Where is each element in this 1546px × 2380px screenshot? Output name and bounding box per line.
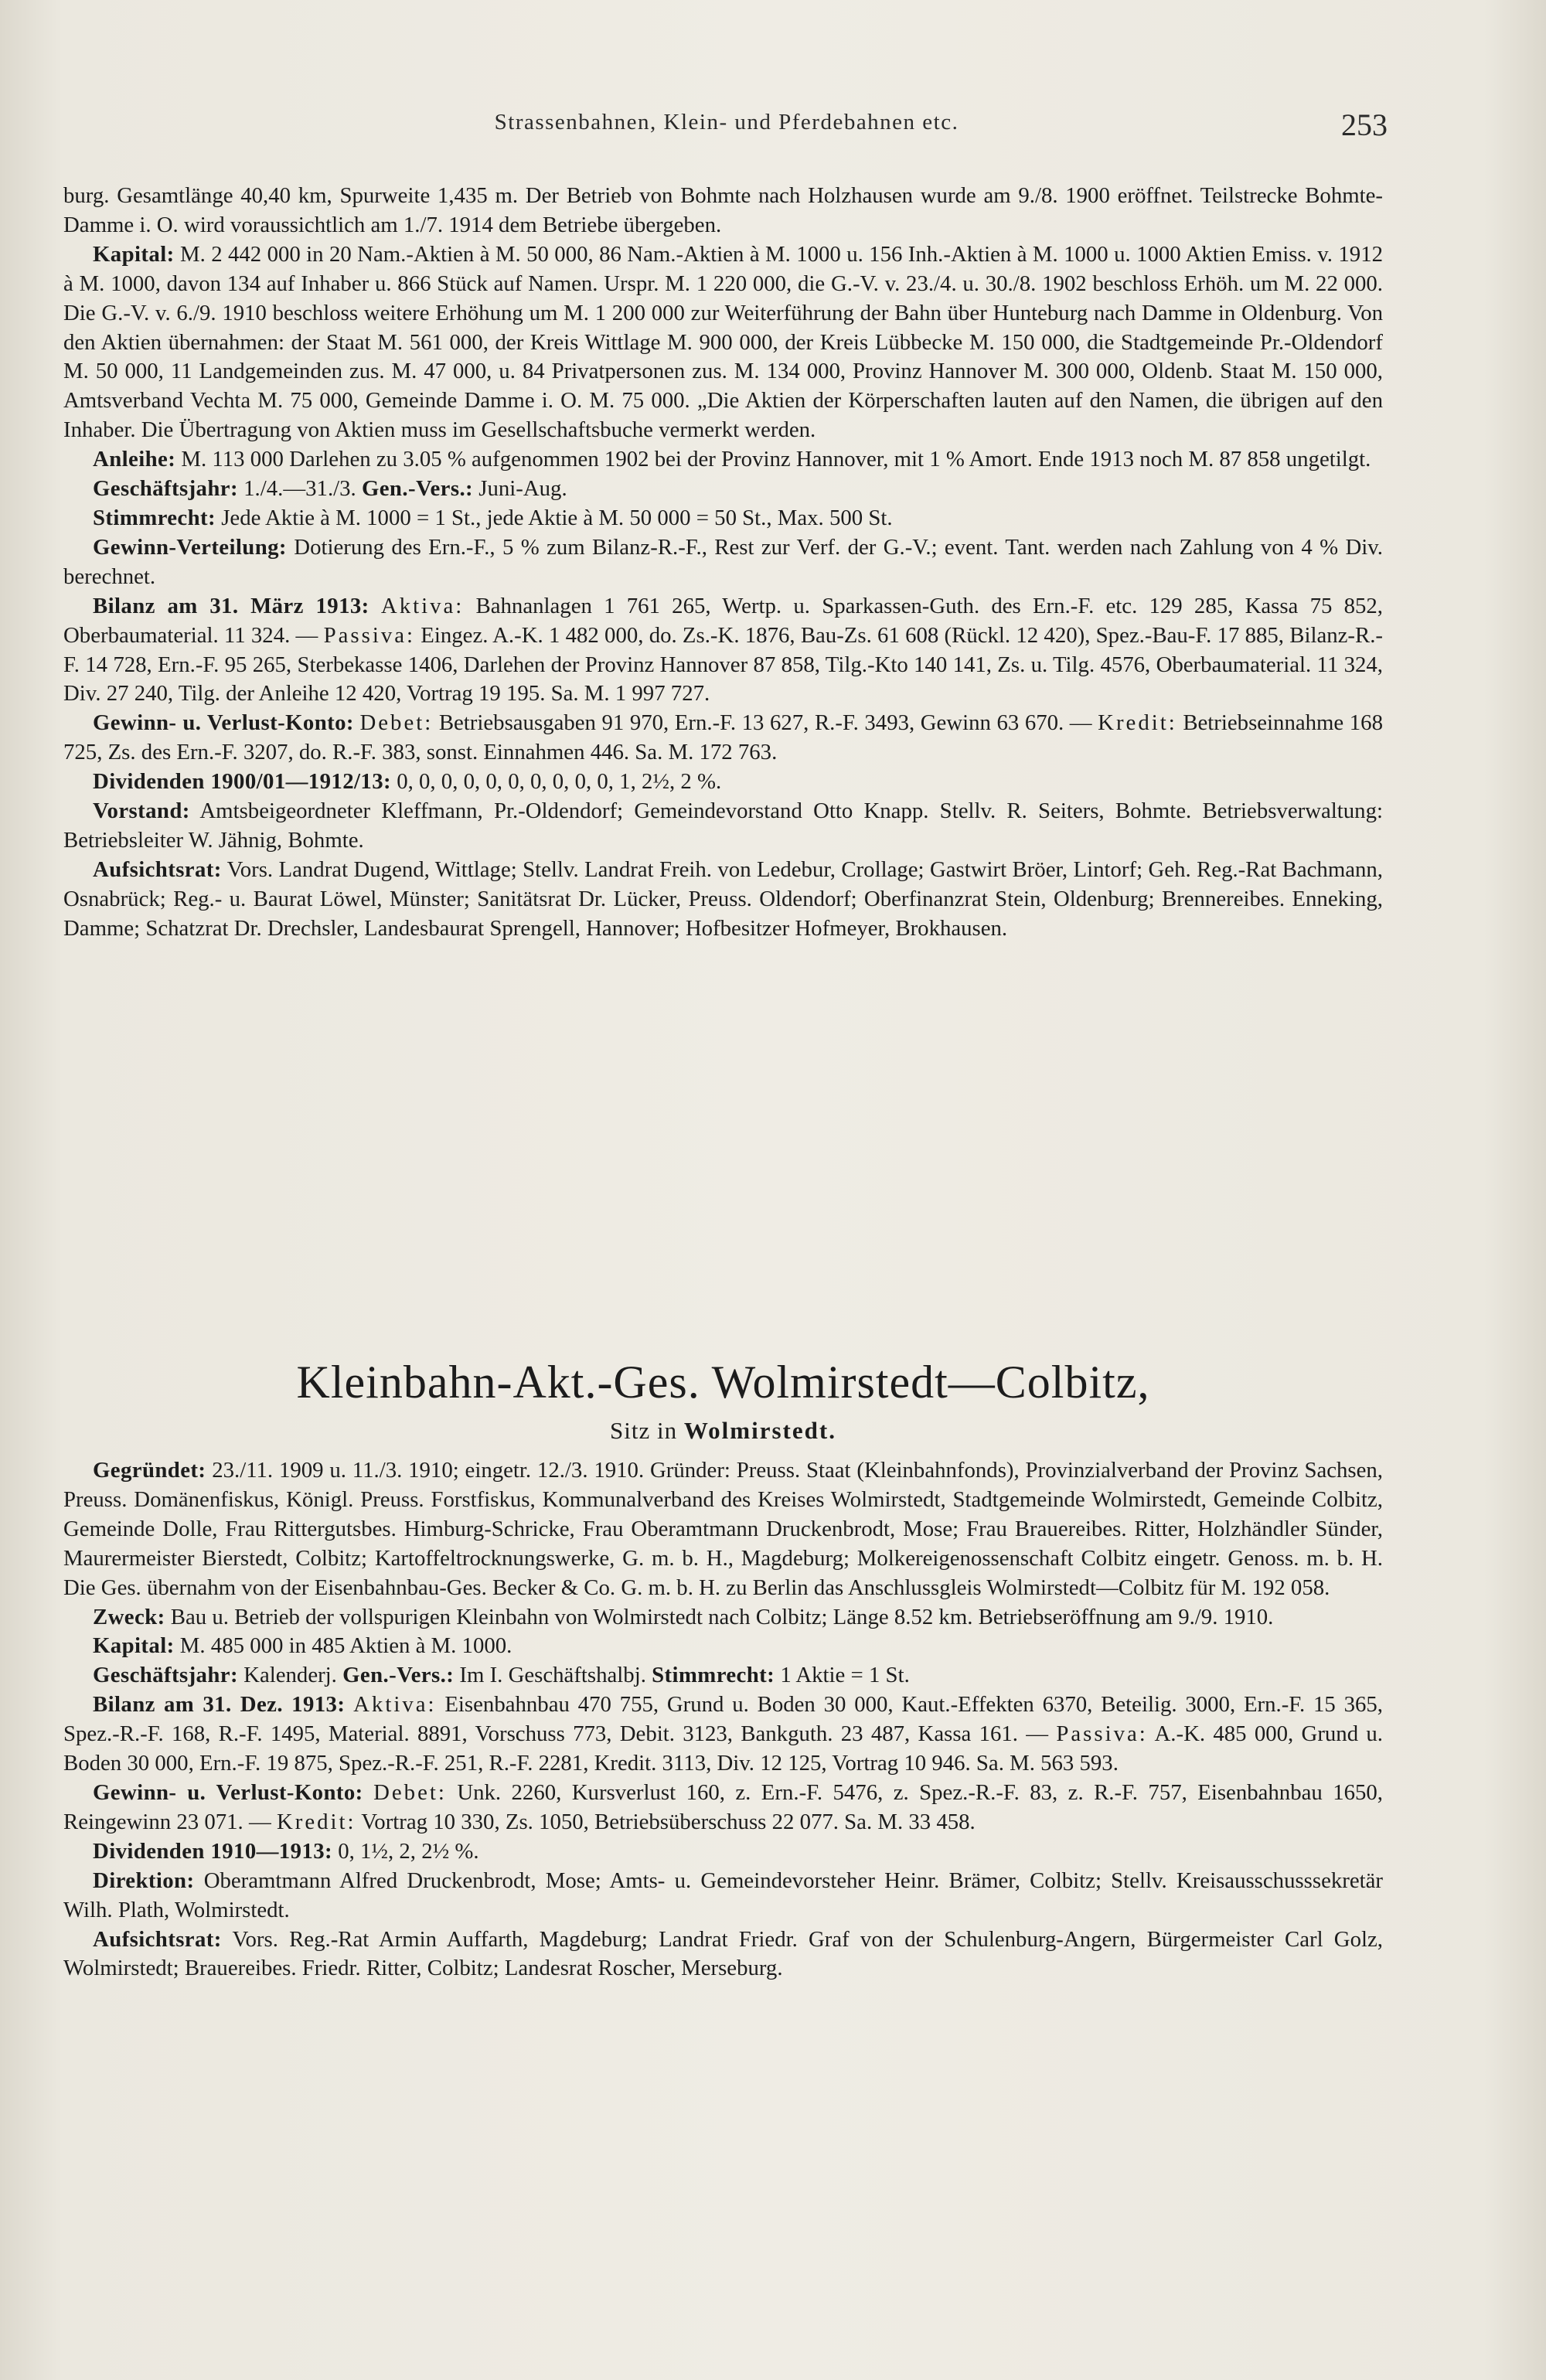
guv-paragraph-2 (63, 1779, 1383, 1837)
stimmrecht-paragraph (63, 504, 1383, 533)
bilanz-passiva-label: Passiva: (323, 622, 416, 648)
zweck-text: Bau u. Betrieb der vollspurigen Kleinbahn von Wolmirstedt nach Colbitz; Länge 8.52 km. Betriebseröffnung am 9./9. 1910. (170, 1604, 1274, 1629)
aufsichtsrat-label: Aufsichtsrat: (93, 856, 222, 882)
bilanz-aktiva-label-2: Aktiva: (353, 1692, 437, 1718)
guv-label: Gewinn- u. Verlust-Konto: (93, 710, 354, 736)
gewinn-verteilung-text: Dotierung des Ern.-F., 5 % zum Bilanz-R.-F., Rest zur Verf. der G.-V.; event. Tant. werden nach Zahlung von 4 % Div. berechnet. (63, 534, 1383, 589)
bilanz-paragraph-2 (63, 1691, 1383, 1779)
guv-kredit-text-2: Vortrag 10 330, Zs. 1050, Betriebsüberschuss 22 077. Sa. M. 33 458. (361, 1809, 976, 1834)
dividenden-paragraph (63, 768, 1383, 797)
gv-label: Gen.-Vers.: (361, 476, 474, 502)
company-heading: Kleinbahn-Akt.-Ges. Wolmirstedt—Colbitz, (296, 1357, 1150, 1408)
vorstand-text: Amtsbeigeordneter Kleffmann, Pr.-Oldendorf; Gemeindevorstand Otto Knapp. Stellv. R. Seiters, Bohmte. Betriebsverwaltung: Betriebsleiter W. Jähnig, Bohmte. (63, 798, 1383, 853)
intro-paragraph (63, 182, 1383, 240)
geschaeftsjahr-label: Geschäftsjahr: (93, 476, 238, 502)
gv-text: Juni-Aug. (478, 476, 567, 502)
guv-debet-label-2: Debet: (373, 1779, 447, 1805)
guv-debet-label: Debet: (359, 710, 434, 736)
gv-label-2: Gen.-Vers.: (342, 1663, 455, 1688)
seat-prefix: Sitz in (610, 1417, 678, 1444)
aufsichtsrat-text: Vors. Landrat Dugend, Wittlage; Stellv. Landrat Freih. von Ledebur, Crollage; Gastwirt Bröer, Lintorf; Geh. Reg.-Rat Bachmann, Osnabrück; Reg.- u. Baurat Löwel, Münster; Sanitätsrat Dr. Lücker, Preuss. Oldendorf; Oberfinanzrat Stein, Oldenburg; Brennereibes. Enneking, Damme; Schatzrat Dr. Drechsler, Landesbaurat Sprengell, Hannover; Hofbesitzer Hofmeyer, Brokhausen. (63, 856, 1383, 941)
gewinn-verteilung-label: Gewinn-Verteilung: (93, 534, 287, 560)
guv-kredit-label-2: Kredit: (276, 1809, 356, 1834)
geschaeftsjahr-paragraph-2 (63, 1661, 1383, 1691)
anleihe-label: Anleihe: (93, 447, 176, 472)
stimmrecht-label-2: Stimmrecht: (652, 1663, 775, 1688)
vorstand-paragraph (63, 797, 1383, 856)
guv-label-2: Gewinn- u. Verlust-Konto: (93, 1779, 363, 1805)
kapital-text: M. 2 442 000 in 20 Nam.-Aktien à M. 50 000, 86 Nam.-Aktien à M. 1000 u. 156 Inh.-Aktien à M. 1000 u. 1000 Aktien Emiss. v. 1912 à M. 1000, davon 134 auf Inhaber u. 866 Stück auf Namen. Urspr. M. 1 220 000, die G.-V. v. 23./4. u. 30./8. 1902 beschloss Erhöh. um M. 22 000. Die G.-V. v. 6./9. 1910 beschloss weitere Erhöhung um M. 1 200 000 zur Weiterführung der Bahn über Hunteburg nach Damme in Oldenburg. Von den Aktien übernahmen: der Staat M. 561 000, der Kreis Wittlage M. 900 000, der Kreis Lübbecke M. 150 000, die Stadtgemeinde Pr.-Oldendorf M. 50 000, 11 Landgemeinden zus. M. 47 000, u. 84 Privatpersonen zus. M. 134 000, Provinz Hannover M. 300 000, Oldenb. Staat M. 150 000, Amtsverband Vechta M. 75 000, Gemeinde Damme i. O. M. 75 000. „Die Aktien der Körperschaften lauten auf den Namen, die übrigen auf den Inhaber. Die Übertragung von Aktien muss im Gesellschaftsbuche vermerkt werden. (63, 241, 1383, 443)
dividenden-label-2: Dividenden 1910—1913: (93, 1838, 332, 1864)
aufsichtsrat-paragraph-2 (63, 1925, 1383, 1984)
stimmrecht-text-2: 1 Aktie = 1 St. (780, 1663, 910, 1688)
geschaeftsjahr-label-2: Geschäftsjahr: (93, 1663, 238, 1688)
aufsichtsrat-text-2: Vors. Reg.-Rat Armin Auffarth, Magdeburg; Landrat Friedr. Graf von der Schulenburg-Angern, Bürgermeister Carl Golz, Wolmirstedt; Brauereibes. Friedr. Ritter, Colbitz; Landesrat Roscher, Merseburg. (63, 1926, 1383, 1981)
bilanz-aktiva-text-2: Eisenbahnbau 470 755, Grund u. Boden 30 000, Kaut.-Effekten 6370, Beteilig. 3000, Ern.-F. 15 365, Spez.-R.-F. 168, R.-F. 1495, Material. 8891, Vorschuss 773, Debit. 3123, Bankguth. 23 487, Kassa 161. — (63, 1692, 1384, 1747)
gegruendet-label: Gegründet: (93, 1458, 206, 1483)
kapital-label: Kapital: (93, 241, 175, 267)
zweck-label: Zweck: (93, 1604, 165, 1629)
dividenden-text: 0, 0, 0, 0, 0, 0, 0, 0, 0, 0, 1, 2½, 2 %. (397, 769, 722, 795)
bilanz-passiva-label-2: Passiva: (1056, 1721, 1148, 1747)
stimmrecht-label: Stimmrecht: (93, 505, 216, 530)
direktion-label: Direktion: (93, 1868, 195, 1893)
page-number: 253 (1341, 107, 1388, 142)
anleihe-paragraph (63, 445, 1383, 475)
guv-kredit-label: Kredit: (1098, 710, 1177, 736)
section-bohmte (63, 182, 1383, 944)
kapital-paragraph (63, 240, 1383, 445)
kapital-label-2: Kapital: (93, 1633, 175, 1659)
bilanz-label: Bilanz am 31. März 1913: (93, 593, 369, 618)
dividenden-label: Dividenden 1900/01—1912/13: (93, 769, 391, 795)
section-wolmirstedt (63, 1456, 1383, 1983)
geschaeftsjahr-text-2: Kalenderj. (243, 1663, 337, 1688)
gv-text-2: Im I. Geschäftshalbj. (459, 1663, 646, 1688)
direktion-paragraph (63, 1867, 1383, 1925)
page-header (66, 107, 1388, 148)
kapital-text-2: M. 485 000 in 485 Aktien à M. 1000. (179, 1633, 512, 1659)
bilanz-paragraph (63, 592, 1383, 710)
bilanz-label-2: Bilanz am 31. Dez. 1913: (93, 1692, 346, 1718)
guv-debet-text: Betriebsausgaben 91 970, Ern.-F. 13 627, R.-F. 3493, Gewinn 63 670. — (438, 710, 1092, 736)
dividenden-paragraph-2 (63, 1837, 1383, 1867)
aufsichtsrat-paragraph (63, 856, 1383, 944)
bilanz-passiva-text-2: A.-K. 485 000, Grund u. Boden 30 000, Ern.-F. 19 875, Spez.-R.-F. 251, R.-F. 2281, Kredit. 3113, Div. 12 125, Vortrag 10 946. Sa. M. 563 593. (63, 1721, 1383, 1776)
gewinn-verteilung-paragraph (63, 533, 1383, 592)
dividenden-text-2: 0, 1½, 2, 2½ %. (338, 1838, 479, 1864)
kapital-paragraph-2 (63, 1632, 1383, 1661)
zweck-paragraph (63, 1603, 1383, 1633)
guv-debet-text-2: Unk. 2260, Kursverlust 160, z. Ern.-F. 5476, z. Spez.-R.-F. 83, z. R.-F. 757, Eisenbahnbau 1650, Reingewinn 23 071. — (63, 1779, 1384, 1834)
bilanz-aktiva-text: Bahnanlagen 1 761 265, Wertp. u. Sparkassen-Guth. des Ern.-F. etc. 129 285, Kassa 75 852, Oberbaumaterial. 11 324. — (63, 593, 1384, 648)
aufsichtsrat-label-2: Aufsichtsrat: (93, 1926, 222, 1952)
anleihe-text: M. 113 000 Darlehen zu 3.05 % aufgenommen 1902 bei der Provinz Hannover, mit 1 % Amort. Ende 1913 noch M. 87 858 ungetilgt. (181, 447, 1371, 472)
geschaeftsjahr-paragraph (63, 475, 1383, 504)
bilanz-passiva-text: Eingez. A.-K. 1 482 000, do. Zs.-K. 1876, Bau-Zs. 61 608 (Rückl. 12 420), Spez.-Bau-F. 17 885, Bilanz-R.-F. 14 728, Ern.-F. 95 265, Sterbekasse 1406, Darlehen der Provinz Hannover 87 858, Tilg.-Kto 140 141, Zs. u. Tilg. 4576, Oberbaumaterial. 11 324, Div. 27 240, Tilg. der Anleihe 12 420, Vortrag 19 195. Sa. M. 1 997 727. (63, 622, 1384, 707)
guv-kredit-text: Betriebseinnahme 168 725, Zs. des Ern.-F. 3207, do. R.-F. 383, sonst. Einnahmen 446. Sa. M. 172 763. (63, 710, 1383, 765)
stimmrecht-text: Jede Aktie à M. 1000 = 1 St., jede Aktie à M. 50 000 = 50 St., Max. 500 St. (221, 505, 893, 530)
gegruendet-paragraph (63, 1456, 1383, 1603)
direktion-text: Oberamtmann Alfred Druckenbrodt, Mose; Amts- u. Gemeindevorsteher Heinr. Brämer, Colbitz; Stellv. Kreisausschusssekretär Wilh. Plath, Wolmirstedt. (63, 1868, 1384, 1922)
company-seat (63, 1415, 1383, 1446)
guv-paragraph (63, 709, 1383, 768)
running-title: Strassenbahnen, Klein- und Pferdebahnen etc. (494, 110, 959, 134)
bilanz-aktiva-label: Aktiva: (380, 593, 465, 618)
vorstand-label: Vorstand: (93, 798, 190, 824)
intro-text: burg. Gesamtlänge 40,40 km, Spurweite 1,435 m. Der Betrieb von Bohmte nach Holzhausen wurde am 9./8. 1900 eröffnet. Teilstrecke Bohmte-Damme i. O. wird voraussichtlich am 1./7. 1914 dem Betriebe übergeben. (63, 183, 1383, 237)
gegruendet-text: 23./11. 1909 u. 11./3. 1910; eingetr. 12./3. 1910. Gründer: Preuss. Staat (Kleinbahnfonds), Provinzialverband der Provinz Sachsen, Preuss. Domänenfiskus, Königl. Preuss. Forstfiskus, Kommunalverband des Kreises Wolmirstedt, Stadtgemeinde Wolmirstedt, Gemeinde Colbitz, Gemeinde Dolle, Frau Rittergutsbes. Himburg-Schricke, Frau Oberamtmann Druckenbrodt, Mose; Frau Brauereibes. Ritter, Holzhändler Sünder, Maurermeister Bierstedt, Colbitz; Kartoffeltrocknungswerke, G. m. b. H., Magdeburg; Molkereigenossenschaft Colbitz eingetr. Genoss. m. b. H. Die Ges. übernahm von der Eisenbahnbau-Ges. Becker & Co. G. m. b. H. zu Berlin das Anschlussgleis Wolmirstedt—Colbitz für M. 192 058. (63, 1458, 1384, 1600)
seat-city: Wolmirstedt. (683, 1417, 836, 1444)
geschaeftsjahr-text: 1./4.—31./3. (243, 476, 356, 502)
